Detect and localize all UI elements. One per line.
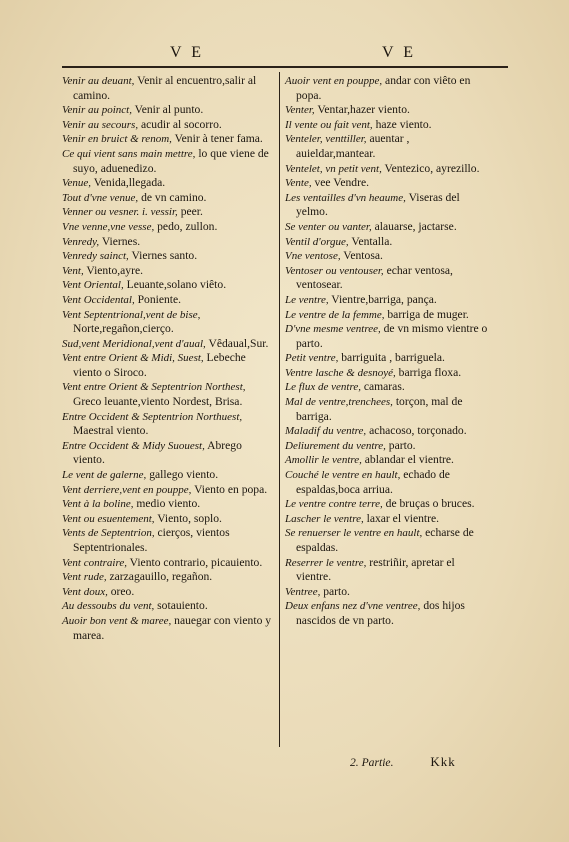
dictionary-entry (62, 220, 274, 235)
spanish-gloss: echado de espaldas,boca arriua. (296, 468, 450, 496)
dictionary-entry (285, 191, 488, 220)
dictionary-entry (62, 176, 274, 191)
spanish-gloss: haze viento. (372, 117, 432, 131)
french-headword: Le ventre de la femme, (285, 308, 385, 321)
french-headword: Entre Occident & Midy Suouest, (62, 439, 205, 452)
french-headword: Vent Occidental, (62, 293, 135, 306)
french-headword: Sud,vent Meridional,vent d'aual, (62, 337, 206, 350)
spanish-gloss: Ventosa. (340, 249, 383, 263)
french-headword: Vent rude, (62, 571, 107, 584)
french-headword: Venir en bruict & renom, (62, 133, 172, 146)
header-right: V E (382, 44, 417, 61)
dictionary-entry (62, 468, 274, 483)
dictionary-entry (62, 526, 274, 555)
spanish-gloss: medio viento. (133, 497, 201, 511)
french-headword: Venir au secours, (62, 118, 139, 131)
spanish-gloss: nauegar con viento y marea. (73, 613, 272, 642)
spanish-gloss: gallego viento. (146, 468, 219, 482)
french-headword: Vent Oriental, (62, 279, 124, 292)
dictionary-entry (62, 439, 274, 468)
dictionary-entry (62, 308, 274, 337)
dictionary-entry (62, 118, 274, 133)
spanish-gloss: Abrego viento. (73, 438, 242, 467)
column-divider (279, 72, 280, 747)
dictionary-entry (285, 351, 488, 366)
signature-mark: Kkk (430, 754, 456, 769)
spanish-gloss: dos hijos nascidos de vn parto. (296, 599, 465, 627)
dictionary-entry (285, 249, 488, 264)
french-headword: Venter, (285, 104, 315, 117)
french-headword: Venredy, (62, 235, 100, 248)
spanish-gloss: barriguita , barriguela. (338, 351, 445, 365)
dictionary-entry (285, 118, 488, 133)
spanish-gloss: Viento, soplo. (154, 511, 222, 525)
french-headword: Venir au deuant, (62, 75, 135, 87)
spanish-gloss: Lebeche viento o Siroco. (73, 351, 246, 379)
spanish-gloss: Vientre,barriga, pança. (328, 292, 437, 306)
french-headword: Ventre lasche & desnoyé, (285, 366, 396, 379)
french-headword: Vent ou esuentement, (62, 512, 155, 525)
french-headword: Vent entre Orient & Septentrion Northest, (62, 381, 246, 394)
dictionary-entry (62, 512, 274, 527)
dictionary-entry (62, 556, 274, 571)
dictionary-entry (62, 191, 274, 206)
french-headword: Venner ou vesner. i. vessir, (62, 206, 178, 219)
french-headword: Couché le ventre en hault, (285, 469, 401, 482)
spanish-gloss: parto. (320, 584, 350, 598)
french-headword: Venir au poinct, (62, 104, 132, 117)
french-headword: Ventoser ou ventouser, (285, 264, 384, 277)
french-headword: Ce qui vient sans main mettre, (62, 147, 196, 160)
spanish-gloss: restriñir, apretar el vientre. (296, 555, 455, 584)
dictionary-entry (285, 585, 488, 600)
dictionary-entry (62, 264, 274, 279)
dictionary-entry (285, 526, 488, 555)
spanish-gloss: Viernes santo. (128, 249, 198, 263)
spanish-gloss: Ventezico, ayrezillo. (381, 161, 480, 175)
spanish-gloss: Viento en popa. (191, 482, 268, 496)
french-headword: Lascher le ventre, (285, 512, 364, 525)
spanish-gloss: laxar el vientre. (363, 511, 440, 525)
french-headword: Vne venne,vne vesse, (62, 220, 155, 233)
french-headword: Vent, (62, 264, 84, 277)
dictionary-entry (285, 453, 488, 468)
spanish-gloss: ablandar el vientre. (361, 453, 454, 467)
spanish-gloss: cierços, vientos Septentrionales. (73, 526, 230, 554)
dictionary-entry (62, 351, 274, 380)
spanish-gloss: acudir al socorro. (138, 117, 222, 131)
spanish-gloss: Viseras del yelmo. (296, 190, 460, 219)
french-headword: Venteler, venttiller, (285, 133, 367, 146)
spanish-gloss: Leuante,solano viêto. (123, 278, 227, 292)
spanish-gloss: de vn mismo vientre o parto. (296, 322, 488, 350)
dictionary-entry (285, 556, 488, 585)
spanish-gloss: de vn camino. (138, 190, 207, 204)
spanish-gloss: Venir à tener fama. (171, 132, 263, 146)
french-headword: Vent entre Orient & Midi, Suest, (62, 352, 204, 365)
french-headword: Auoir bon vent & maree, (62, 614, 172, 627)
french-headword: Se venter ou vanter, (285, 220, 372, 233)
dictionary-entry (285, 162, 488, 177)
spanish-gloss: Ventar,hazer viento. (314, 103, 410, 117)
spanish-gloss: Venir al encuentro,salir al camino. (73, 74, 257, 102)
dictionary-entry (62, 205, 274, 220)
dictionary-entry (285, 497, 488, 512)
french-headword: Il vente ou fait vent, (285, 118, 373, 131)
dictionary-entry (285, 264, 488, 293)
spanish-gloss: andar con viêto en popa. (296, 74, 471, 102)
dictionary-entry (62, 585, 274, 600)
french-headword: Vente, (285, 177, 312, 190)
dictionary-entry (62, 235, 274, 250)
dictionary-entry (285, 322, 488, 351)
french-headword: Le ventre, (285, 293, 329, 306)
dictionary-entry (62, 483, 274, 498)
dictionary-entry (62, 570, 274, 585)
french-headword: Vent derriere,vent en pouppe, (62, 483, 192, 496)
french-headword: Entre Occident & Septentrion Northuest, (62, 410, 243, 423)
french-headword: Ventil d'orgue, (285, 235, 349, 248)
spanish-gloss: oreo. (107, 584, 135, 598)
spanish-gloss: de bruças o bruces. (382, 497, 475, 511)
french-headword: Vent Septentrional,vent de bise, (62, 308, 201, 321)
french-headword: Auoir vent en pouppe, (285, 75, 383, 87)
dictionary-entry (285, 235, 488, 250)
dictionary-entry (62, 599, 274, 614)
spanish-gloss: barriga de muger. (384, 307, 469, 321)
dictionary-entry (285, 293, 488, 308)
dictionary-entry (62, 497, 274, 512)
french-headword: Le vent de galerne, (62, 469, 147, 482)
dictionary-entry (285, 468, 488, 497)
french-headword: Petit ventre, (285, 352, 339, 365)
french-headword: Tout d'vne venue, (62, 191, 139, 204)
dictionary-entry (285, 439, 488, 454)
french-headword: Venue, (62, 177, 92, 190)
running-header (62, 44, 508, 68)
french-headword: Le ventre contre terre, (285, 498, 383, 511)
spanish-gloss: Greco leuante,viento Nordest, Brisa. (73, 395, 243, 409)
dictionary-entry (62, 132, 274, 147)
spanish-gloss: Ventalla. (348, 234, 393, 248)
french-headword: Vents de Septentrion, (62, 527, 155, 540)
dictionary-entry (62, 410, 274, 439)
spanish-gloss: Venida,llegada. (91, 176, 166, 190)
header-left: V E (170, 44, 205, 61)
dictionary-entry (62, 614, 274, 643)
french-headword: Le flux de ventre, (285, 381, 361, 394)
french-headword: Se renuerser le ventre en hault, (285, 527, 423, 540)
page-footer (350, 754, 456, 770)
spanish-gloss: vee Vendre. (311, 176, 369, 190)
french-headword: Maladif du ventre, (285, 425, 367, 438)
dictionary-entry (285, 599, 488, 628)
right-column (285, 74, 488, 629)
spanish-gloss: Poniente. (134, 292, 182, 306)
french-headword: Vne ventose, (285, 250, 341, 263)
spanish-gloss: Viernes. (99, 234, 141, 248)
dictionary-entry (285, 424, 488, 439)
dictionary-entry (62, 278, 274, 293)
spanish-gloss: sotauiento. (154, 599, 208, 613)
dictionary-entry (285, 395, 488, 424)
french-headword: Deux enfans nez d'vne ventree, (285, 600, 421, 613)
spanish-gloss: Venir al punto. (131, 103, 204, 117)
dictionary-entry (285, 176, 488, 191)
spanish-gloss: alauarse, jactarse. (371, 219, 457, 233)
french-headword: Les ventailles d'vn heaume, (285, 191, 406, 204)
spanish-gloss: barriga floxa. (395, 365, 462, 379)
spanish-gloss: Norte,regañon,cierço. (73, 322, 174, 336)
dictionary-entry (285, 366, 488, 381)
french-headword: Ventelet, vn petit vent, (285, 162, 382, 175)
part-label: 2. Partie. (350, 756, 394, 769)
spanish-gloss: torçon, mal de barriga. (296, 395, 463, 423)
spanish-gloss: achacoso, torçonado. (366, 424, 467, 438)
french-headword: Venredy sainct, (62, 250, 129, 263)
dictionary-entry (62, 249, 274, 264)
spanish-gloss: lo que viene de suyo, aduenedizo. (73, 146, 269, 175)
dictionary-entry (285, 132, 488, 161)
french-headword: Mal de ventre,trenchees, (285, 396, 393, 409)
french-headword: Au dessoubs du vent, (62, 600, 155, 613)
spanish-gloss: Viento,ayre. (83, 263, 143, 277)
dictionary-entry (62, 293, 274, 308)
spanish-gloss: peer. (177, 205, 203, 219)
french-headword: Vent à la boline, (62, 498, 134, 511)
french-headword: Deliurement du ventre, (285, 439, 386, 452)
dictionary-entry (285, 103, 488, 118)
dictionary-entry (62, 147, 274, 176)
spanish-gloss: parto. (385, 438, 416, 452)
dictionary-entry (285, 220, 488, 235)
dictionary-entry (285, 380, 488, 395)
dictionary-entry (285, 512, 488, 527)
dictionary-entry (285, 74, 488, 103)
spanish-gloss: Vêdaual,Sur. (205, 336, 269, 350)
french-headword: Amollir le ventre, (285, 454, 362, 467)
french-headword: Ventree, (285, 585, 321, 598)
spanish-gloss: Viento contrario, picauiento. (126, 555, 263, 569)
french-headword: D'vne mesme ventree, (285, 323, 381, 336)
dictionary-entry (285, 308, 488, 323)
spanish-gloss: zarzagauillo, regañon. (106, 570, 213, 584)
dictionary-entry (62, 337, 274, 352)
spanish-gloss: Maestral viento. (73, 424, 149, 438)
spanish-gloss: echarse de espaldas. (296, 526, 474, 554)
french-headword: Vent doux, (62, 585, 108, 598)
dictionary-entry (62, 103, 274, 118)
left-column (62, 74, 274, 643)
spanish-gloss: pedo, zullon. (154, 219, 218, 233)
french-headword: Reserrer le ventre, (285, 556, 367, 569)
spanish-gloss: auentar , auieldar,mantear. (296, 132, 410, 160)
spanish-gloss: echar ventosa, ventosear. (296, 263, 453, 292)
french-headword: Vent contraire, (62, 556, 127, 569)
dictionary-entry (62, 380, 274, 409)
spanish-gloss: camaras. (360, 380, 405, 394)
dictionary-entry (62, 74, 274, 103)
